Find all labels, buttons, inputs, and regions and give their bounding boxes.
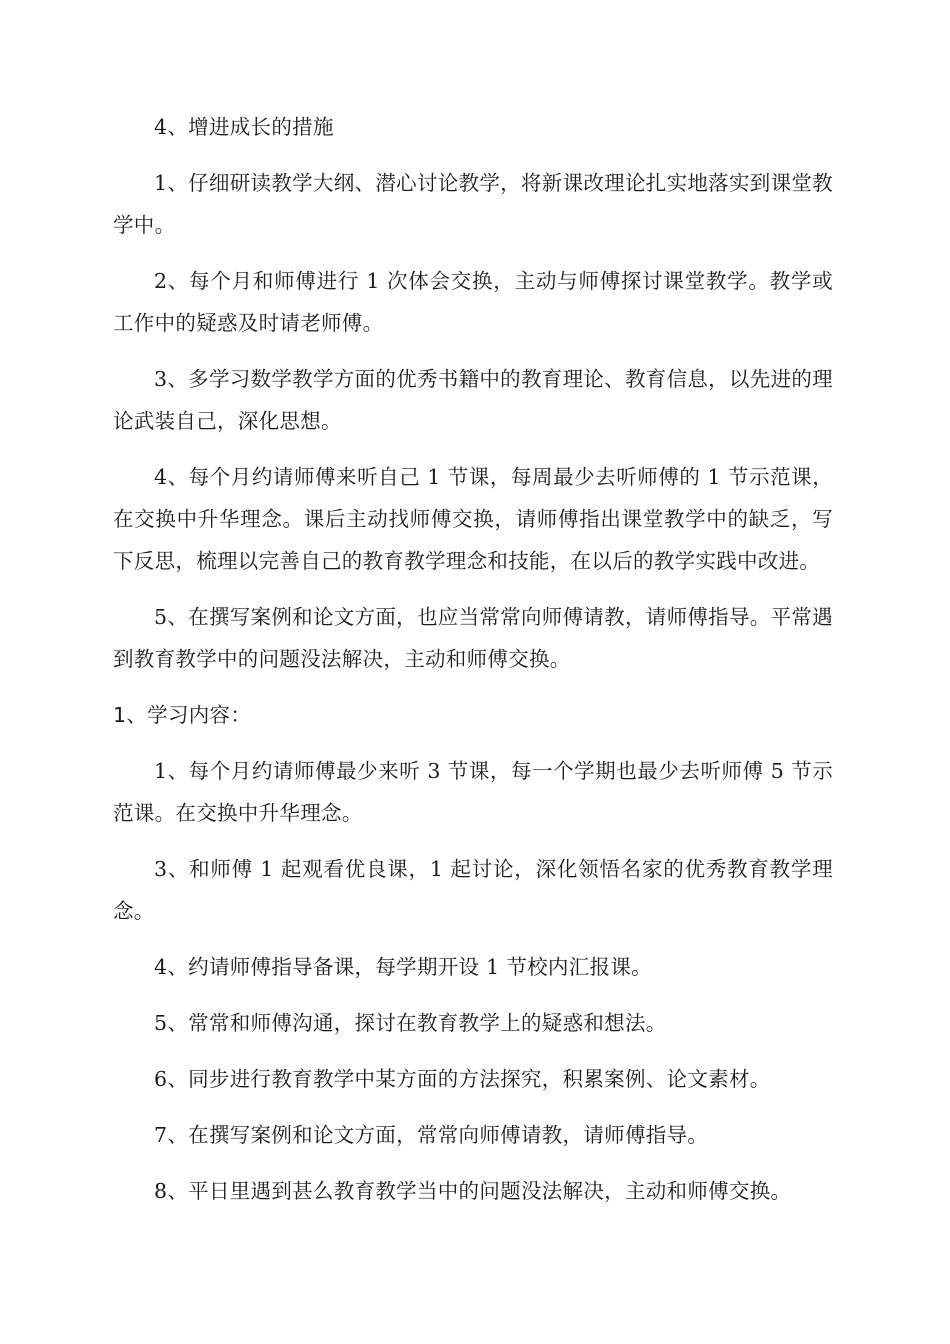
study-item: 4、约请师傅指导备课，每学期开设 1 节校内汇报课。 xyxy=(154,955,652,979)
study-item: 8、平日里遇到甚么教育教学当中的问题没法解决，主动和师傅交换。 xyxy=(154,1179,792,1203)
study-item: 6、同步进行教育教学中某方面的方法探究，积累案例、论文素材。 xyxy=(154,1067,771,1091)
measure-item: 2、每个月和师傅进行 1 次体会交换，主动与师傅探讨课堂教学。教学或工作中的疑惑及时请老师傅。 xyxy=(113,269,833,335)
study-item: 3、和师傅 1 起观看优良课，1 起讨论，深化领悟名家的优秀教育教学理念。 xyxy=(113,857,833,923)
measure-item: 3、多学习数学教学方面的优秀书籍中的教育理论、教育信息，以先进的理论武装自己，深化思想。 xyxy=(113,367,833,433)
measure-item: 1、仔细研读教学大纲、潜心讨论教学，将新课改理论扎实地落实到课堂教学中。 xyxy=(113,171,833,237)
section-title: 4、增进成长的措施 xyxy=(154,115,334,139)
measure-item: 5、在撰写案例和论文方面，也应当常常向师傅请教，请师傅指导。平常遇到教育教学中的问题没法解决，主动和师傅交换。 xyxy=(113,605,833,671)
study-item: 5、常常和师傅沟通，探讨在教育教学上的疑惑和想法。 xyxy=(154,1011,667,1035)
document-body xyxy=(113,106,833,1226)
study-heading: 1、学习内容： xyxy=(113,703,252,727)
study-item: 1、每个月约请师傅最少来听 3 节课，每一个学期也最少去听师傅 5 节示范课。在交换中升华理念。 xyxy=(113,759,833,825)
study-item: 7、在撰写案例和论文方面，常常向师傅请教，请师傅指导。 xyxy=(154,1123,709,1147)
measure-item: 4、每个月约请师傅来听自己 1 节课，每周最少去听师傅的 1 节示范课，在交换中升华理念。课后主动找师傅交换，请师傅指出课堂教学中的缺乏，写下反思，梳理以完善自己的教育教学理念和技能，在以后的教学实践中改进。 xyxy=(113,465,833,573)
